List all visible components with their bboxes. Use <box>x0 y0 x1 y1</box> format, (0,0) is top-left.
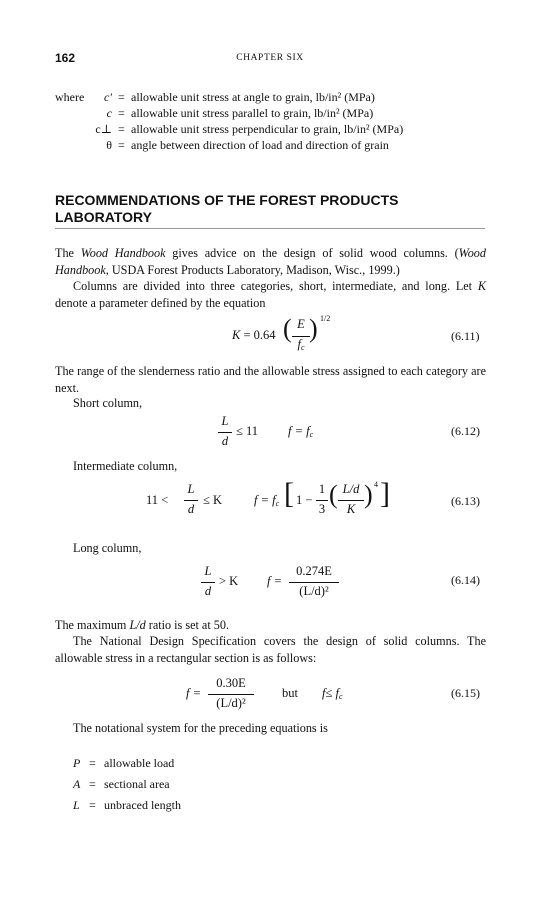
eq-numerator: 0.274E <box>296 564 332 578</box>
eq-numerator: L/d <box>342 482 360 496</box>
left-bracket: [ <box>284 477 294 510</box>
right-paren: ) <box>364 480 373 509</box>
eq-numerator: 1 <box>318 482 326 496</box>
right-paren: ) <box>309 314 318 343</box>
paragraph-wood-handbook <box>55 245 486 279</box>
equation-6-11: K = 0.64 ( E $f_c$ ) 1/2 <box>232 314 331 352</box>
eq-rhs: f = <box>267 574 283 588</box>
fraction-bar <box>316 500 328 501</box>
eq-relation: ≤ 11 <box>236 424 259 438</box>
eq-subscript: c <box>275 499 280 508</box>
eq-subscript: c <box>338 692 343 701</box>
page-number: 162 <box>55 51 76 65</box>
eq-numerator: 0.30E <box>216 676 246 690</box>
section-heading <box>55 192 485 226</box>
paragraph-text: The maximum L/d ratio is set at 50. <box>55 618 229 632</box>
where-label: where <box>55 90 85 104</box>
eq-subscript: c <box>300 343 305 352</box>
fraction-bar <box>208 694 254 695</box>
paragraph-slenderness <box>55 363 486 397</box>
definition-text: allowable unit stress at angle to grain, lb/in² (MPa) <box>131 90 375 104</box>
eq-relation: > K <box>219 574 239 588</box>
notation-text: unbraced length <box>104 798 181 812</box>
notation-text: allowable load <box>104 756 175 770</box>
notation-text: sectional area <box>104 777 170 791</box>
notation-equals: = <box>89 777 96 791</box>
eq-denominator: 3 <box>318 502 326 516</box>
short-column-label: Short column, <box>73 396 143 410</box>
definition-equals: = <box>118 138 125 152</box>
equation-number: (6.11) <box>451 329 480 343</box>
equation-number: (6.15) <box>451 686 480 700</box>
eq-denominator: d <box>187 502 195 516</box>
eq-denominator: (L/d)² <box>216 696 246 710</box>
eq-denominator: f <box>297 337 301 351</box>
definition-symbol: c <box>106 106 112 120</box>
eq-numerator: L <box>204 564 212 578</box>
fraction-bar <box>201 582 215 583</box>
fraction-bar <box>184 500 198 501</box>
definition-symbol: c′ <box>104 90 112 104</box>
eq-prefix: 11 < <box>146 493 169 507</box>
notation-symbol: L <box>73 798 80 812</box>
eq-numerator: L <box>187 482 195 496</box>
eq-subscript: c <box>309 430 314 439</box>
fraction-bar <box>218 432 232 433</box>
definition-equals: = <box>118 90 125 104</box>
paragraph-text: Columns are divided into three categories, short, intermediate, and long. Let K denote a parameter defined by the equation <box>55 279 486 310</box>
eq-connector: but <box>282 686 298 700</box>
paragraph-text: The range of the slenderness ratio and the allowable stress assigned to each category are next. <box>55 364 486 395</box>
definition-text: allowable unit stress perpendicular to grain, lb/in² (MPa) <box>131 122 404 136</box>
notation-equals: = <box>89 798 96 812</box>
eq-rhs: f = f <box>288 424 310 438</box>
section-heading-line: RECOMMENDATIONS OF THE FOREST PRODUCTS <box>55 192 399 208</box>
eq-term: 1 − <box>296 493 313 507</box>
definition-equals: = <box>118 106 125 120</box>
left-paren: ( <box>329 480 338 509</box>
eq-denominator: K <box>346 502 356 516</box>
eq-relation: ≤ K <box>203 493 223 507</box>
paragraph-max-ratio <box>55 617 486 634</box>
eq-numerator: E <box>297 317 305 331</box>
paragraph-text: The National Design Specification covers the design of solid columns. The allowable stress in a rectangular section is as follows: <box>55 634 486 665</box>
eq-denominator: (L/d)² <box>299 584 329 598</box>
eq-exponent: 4 <box>374 480 378 489</box>
paragraph-text: The Wood Handbook gives advice on the design of solid wood columns. (Wood Handbook, USDA Forest Products Laboratory, Madison, Wisc., 1999.) <box>55 246 486 277</box>
equation-number: (6.12) <box>451 424 480 438</box>
equation-6-12 <box>218 414 338 454</box>
paragraph-column-categories <box>55 278 486 312</box>
eq-condition: f≤ f <box>322 686 339 700</box>
definition-text: angle between direction of load and direction of grain <box>131 138 389 152</box>
eq-denominator: d <box>221 434 229 448</box>
eq-rhs: f = f <box>254 493 276 507</box>
chapter-title: CHAPTER SIX <box>236 53 304 63</box>
definition-symbol: θ <box>106 138 112 152</box>
long-column-label: Long column, <box>73 541 142 555</box>
eq-lhs: f = <box>186 686 202 700</box>
equation-number: (6.14) <box>451 573 480 587</box>
equation-6-13 <box>146 478 396 524</box>
left-paren: ( <box>283 314 292 343</box>
eq-denominator: d <box>204 584 212 598</box>
notation-symbol: P <box>73 756 81 770</box>
eq-coefficient: 0.64 <box>253 328 276 342</box>
equation-6-14 <box>201 561 351 603</box>
definition-symbol: c⊥ <box>95 122 112 136</box>
fraction-bar <box>289 582 339 583</box>
notation-symbol: A <box>73 777 81 791</box>
section-heading-line: LABORATORY <box>55 209 152 225</box>
eq-exponent: 1/2 <box>320 314 331 323</box>
fraction-bar <box>338 500 364 501</box>
notation-equals: = <box>89 756 96 770</box>
paragraph-notation-intro: The notational system for the preceding equations is <box>73 721 328 735</box>
definition-text: allowable unit stress parallel to grain, lb/in² (MPa) <box>131 106 374 120</box>
intermediate-column-label: Intermediate column, <box>73 459 178 473</box>
definition-equals: = <box>118 122 125 136</box>
eq-lhs: K <box>232 328 241 342</box>
eq-numerator: L <box>221 414 229 428</box>
paragraph-nds <box>55 633 486 667</box>
heading-rule <box>55 228 485 229</box>
right-bracket: ] <box>380 477 390 510</box>
equation-number: (6.13) <box>451 494 480 508</box>
equation-6-15 <box>186 673 386 715</box>
